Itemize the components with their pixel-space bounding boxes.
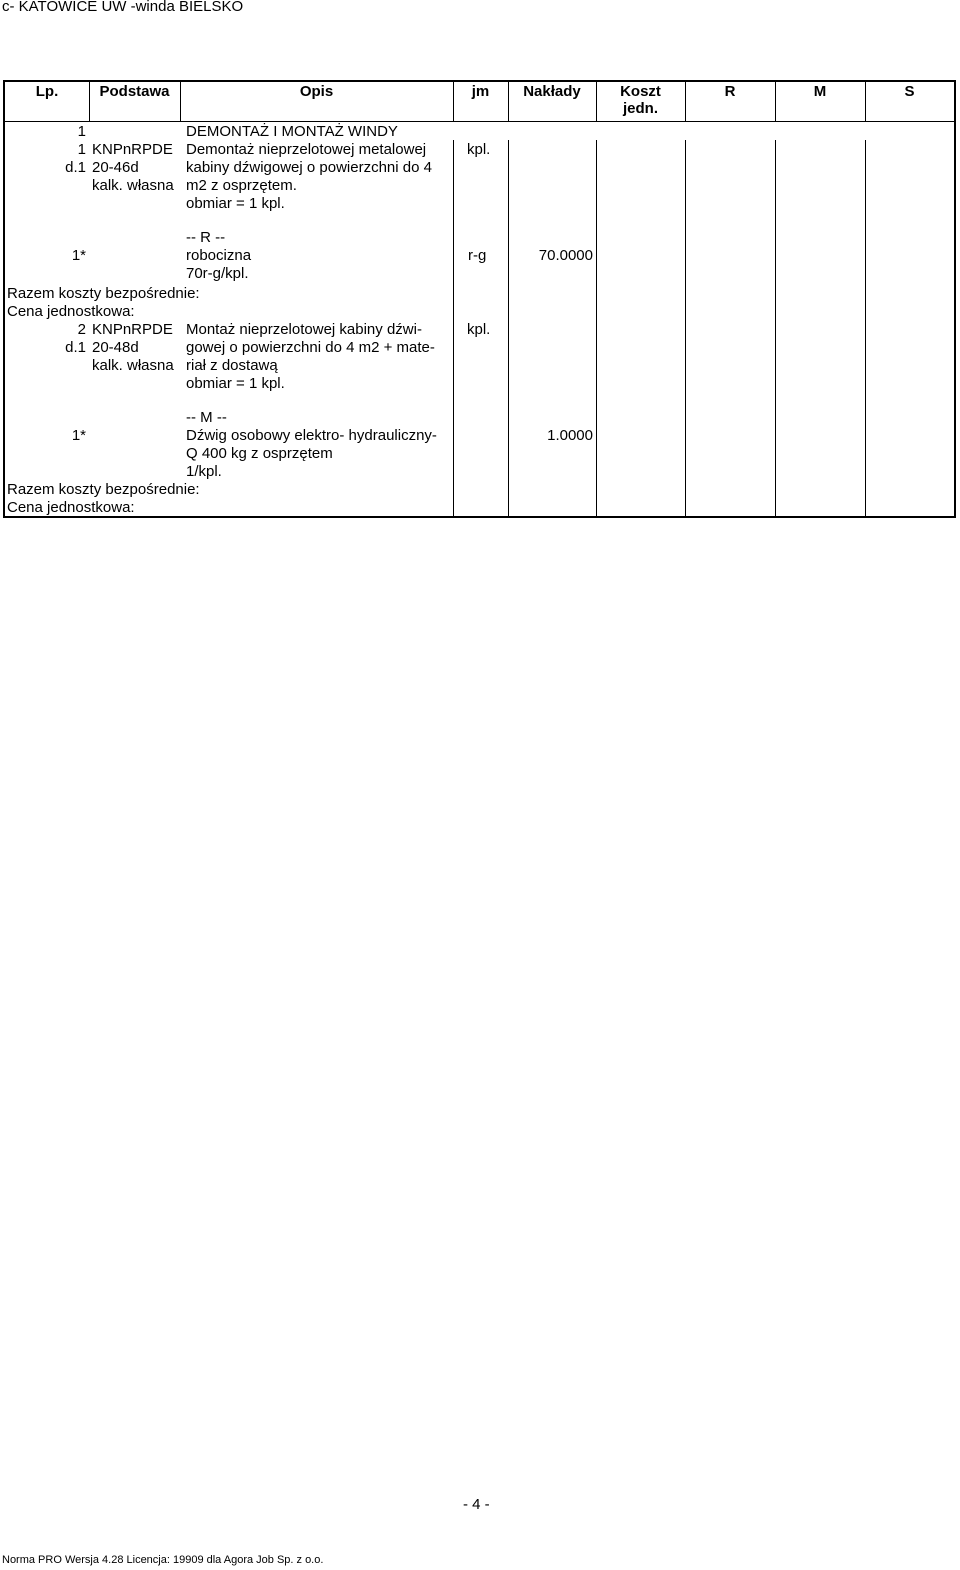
header-koszt: Koszt [620, 83, 661, 100]
item-opis-line: m2 z osprzętem. [186, 177, 297, 194]
item-jm: kpl. [467, 321, 491, 338]
item-podstawa-line: KNPnRPDE [92, 321, 173, 338]
item-podstawa-line: kalk. własna [92, 357, 174, 374]
resource-opis-line: -- M -- [186, 409, 227, 426]
section-title: DEMONTAŻ I MONTAŻ WINDY [186, 123, 398, 140]
item-podstawa-line: kalk. własna [92, 177, 174, 194]
header-jm: jm [471, 83, 490, 100]
item-lp: 1 [77, 141, 86, 158]
item-jm: kpl. [467, 141, 491, 158]
item-podstawa-line: 20-48d [92, 339, 139, 356]
item-opis-line: obmiar = 1 kpl. [186, 195, 285, 212]
resource-jm: r-g [468, 247, 487, 264]
item-opis-line: kabiny dźwigowej o powierzchni do 4 [186, 159, 432, 176]
razem-label: Razem koszty bezpośrednie: [7, 285, 200, 302]
section-lp: 1 [77, 123, 86, 140]
item-opis-line: obmiar = 1 kpl. [186, 375, 285, 392]
resource-opis-line: Dźwig osobowy elektro- hydrauliczny- [186, 427, 437, 444]
item-lp-sub: d.1 [65, 159, 86, 176]
cena-label: Cena jednostkowa: [7, 499, 135, 516]
resource-opis-line: robocizna [186, 247, 252, 264]
resource-lp: 1* [71, 427, 86, 444]
resource-naklady: 70.0000 [538, 247, 593, 264]
footer-text: Norma PRO Wersja 4.28 Licencja: 19909 dla Agora Job Sp. z o.o. [2, 1554, 324, 1566]
header-opis: Opis [299, 83, 334, 100]
resource-opis-line: 1/kpl. [186, 463, 222, 480]
resource-lp: 1* [71, 247, 86, 264]
header-lp: Lp. [35, 83, 59, 100]
header-m: M [813, 83, 827, 100]
razem-label: Razem koszty bezpośrednie: [7, 481, 200, 498]
resource-opis-line: -- R -- [186, 229, 226, 246]
item-lp-sub: d.1 [65, 339, 86, 356]
header-podstawa: Podstawa [99, 83, 170, 100]
item-lp: 2 [77, 321, 86, 338]
item-opis-line: riał z dostawą [186, 357, 278, 374]
cena-label: Cena jednostkowa: [7, 303, 135, 320]
item-opis-line: Montaż nieprzelotowej kabiny dźwi- [186, 321, 422, 338]
item-opis-line: gowej o powierzchni do 4 m2 + mate- [186, 339, 435, 356]
header-r: R [724, 83, 736, 100]
page-number: - 4 - [463, 1496, 490, 1513]
resource-opis-line: Q 400 kg z osprzętem [186, 445, 333, 462]
item-podstawa-line: 20-46d [92, 159, 139, 176]
resource-naklady: 1.0000 [547, 427, 593, 444]
header-naklady: Nakłady [523, 83, 581, 100]
item-podstawa-line: KNPnRPDE [92, 141, 173, 158]
header-koszt-jedn: jedn. [622, 100, 658, 117]
item-opis-line: Demontaż nieprzelotowej metalowej [186, 141, 427, 158]
document-title: c- KATOWICE UW -winda BIELSKO [2, 0, 244, 15]
header-s: S [904, 83, 915, 100]
resource-opis-line: 70r-g/kpl. [186, 265, 249, 282]
